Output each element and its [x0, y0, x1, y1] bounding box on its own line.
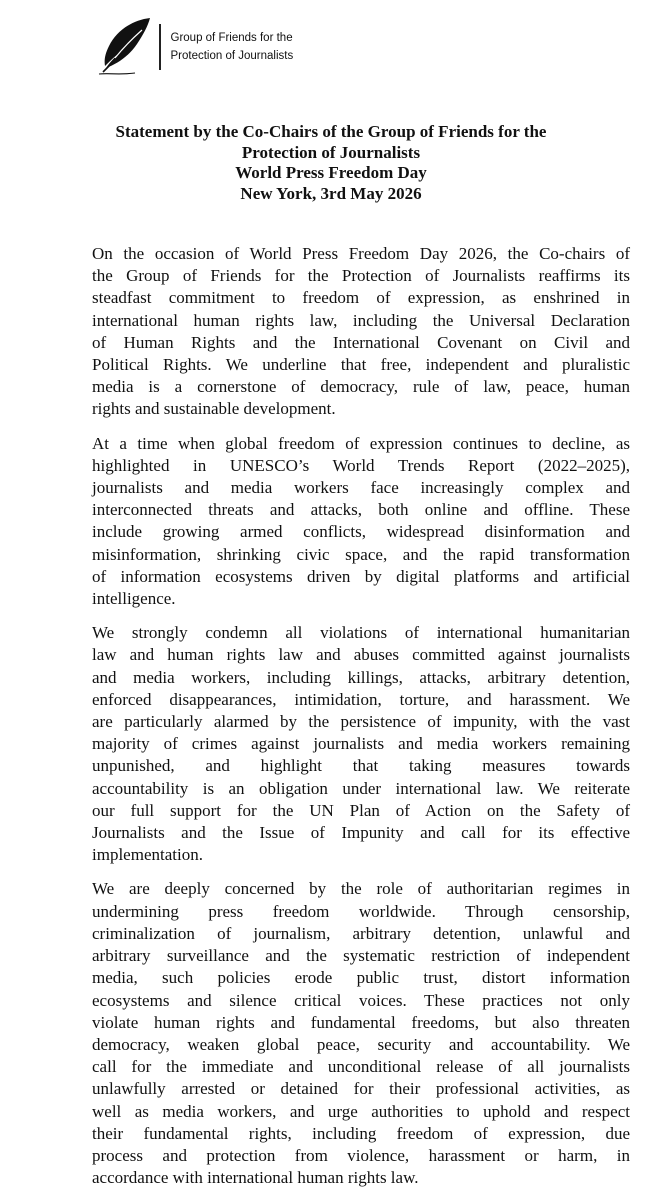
paragraph-line: misinformation, shrinking civic space, and the rapid transformation — [92, 544, 630, 564]
paragraph-3 — [92, 622, 630, 866]
paragraph-line: Political Rights. We underline that free, independent and pluralistic — [92, 355, 630, 375]
paragraph-2 — [92, 433, 630, 611]
paragraph-line: intelligence. — [92, 589, 176, 609]
paragraph-line: accordance with international human rights law. — [92, 1168, 419, 1188]
paragraph-line: call for the immediate and unconditional release of all journalists — [92, 1057, 630, 1077]
paragraph-line: accountability is an obligation under international law. We reiterate — [92, 778, 630, 798]
paragraph-line: steadfast commitment to freedom of expression, as enshrined in — [92, 288, 630, 308]
paragraph-line: majority of crimes against journalists and media workers remaining — [92, 734, 630, 754]
paragraph-line: unpunished, and highlight that taking measures towards — [92, 756, 630, 776]
paragraph-1 — [92, 243, 630, 421]
paragraph-line: journalists and media workers face increasingly complex and — [92, 478, 630, 498]
paragraph-line: media, such policies erode public trust, distort information — [92, 968, 630, 988]
paragraph-line: We are deeply concerned by the role of authoritarian regimes in — [92, 879, 630, 899]
org-header — [95, 14, 293, 80]
paragraph-line: rights and sustainable development. — [92, 399, 336, 419]
paragraph-line: enforced disappearances, intimidation, torture, and harassment. We — [92, 689, 630, 709]
paragraph-line: media is a cornerstone of democracy, rule of law, peace, human — [92, 377, 630, 397]
paragraph-line: are particularly alarmed by the persistence of impunity, with the vast — [92, 712, 630, 732]
organization-name — [171, 29, 294, 65]
paragraph-line: law and human rights law and abuses committed against journalists — [92, 645, 630, 665]
paragraph-line: the Group of Friends for the Protection of Journalists reaffirms its — [92, 266, 630, 286]
statement-title — [0, 122, 662, 204]
header-divider — [159, 24, 161, 70]
title-line-2: Protection of Journalists — [241, 142, 421, 162]
paragraph-line: of information ecosystems driven by digital platforms and artificial — [92, 566, 630, 586]
paragraph-line: international human rights law, including the Universal Declaration — [92, 310, 630, 330]
paragraph-line: interconnected threats and attacks, both online and offline. These — [92, 500, 630, 520]
paragraph-line: We strongly condemn all violations of international humanitarian — [92, 623, 630, 643]
paragraph-line: our full support for the UN Plan of Action on the Safety of — [92, 800, 630, 820]
paragraph-line: unlawfully arrested or detained for their professional activities, as — [92, 1079, 630, 1099]
paragraph-line: Journalists and the Issue of Impunity and call for its effective — [92, 823, 630, 843]
paragraph-line: democracy, weaken global peace, security and accountability. We — [92, 1034, 630, 1054]
title-line-1: Statement by the Co-Chairs of the Group of Friends for the — [115, 122, 547, 141]
paragraph-line: criminalization of journalism, arbitrary detention, unlawful and — [92, 923, 630, 943]
paragraph-line: implementation. — [92, 845, 203, 865]
paragraph-line: ecosystems and silence critical voices. These practices not only — [92, 990, 630, 1010]
paragraph-line: include growing armed conflicts, widespread disinformation and — [92, 522, 630, 542]
paragraph-line: their fundamental rights, including freedom of expression, due — [92, 1123, 630, 1143]
feather-quill-logo-icon — [95, 16, 153, 78]
title-line-4: New York, 3rd May 2026 — [240, 183, 422, 203]
paragraph-line: At a time when global freedom of expression continues to decline, as — [92, 433, 630, 453]
statement-body — [92, 243, 630, 1201]
paragraph-line: of Human Rights and the International Covenant on Civil and — [92, 332, 630, 352]
paragraph-line: well as media workers, and urge authorities to uphold and respect — [92, 1101, 630, 1121]
paragraph-line: violate human rights and fundamental freedoms, but also threaten — [92, 1012, 630, 1032]
paragraph-line: undermining press freedom worldwide. Through censorship, — [92, 901, 630, 921]
paragraph-line: highlighted in UNESCO’s World Trends Report (2022–2025), — [92, 455, 630, 475]
paragraph-line: arbitrary surveillance and the systematic restriction of independent — [92, 946, 630, 966]
paragraph-line: On the occasion of World Press Freedom Day 2026, the Co-chairs of — [92, 244, 630, 263]
org-name-line-2: Protection of Journalists — [170, 50, 294, 62]
title-line-3: World Press Freedom Day — [235, 163, 427, 182]
org-name-line-1: Group of Friends for the — [170, 32, 293, 44]
paragraph-line: and media workers, including killings, attacks, arbitrary detention, — [92, 667, 630, 687]
paragraph-4 — [92, 878, 630, 1189]
paragraph-line: process and protection from violence, harassment or harm, in — [92, 1145, 630, 1165]
